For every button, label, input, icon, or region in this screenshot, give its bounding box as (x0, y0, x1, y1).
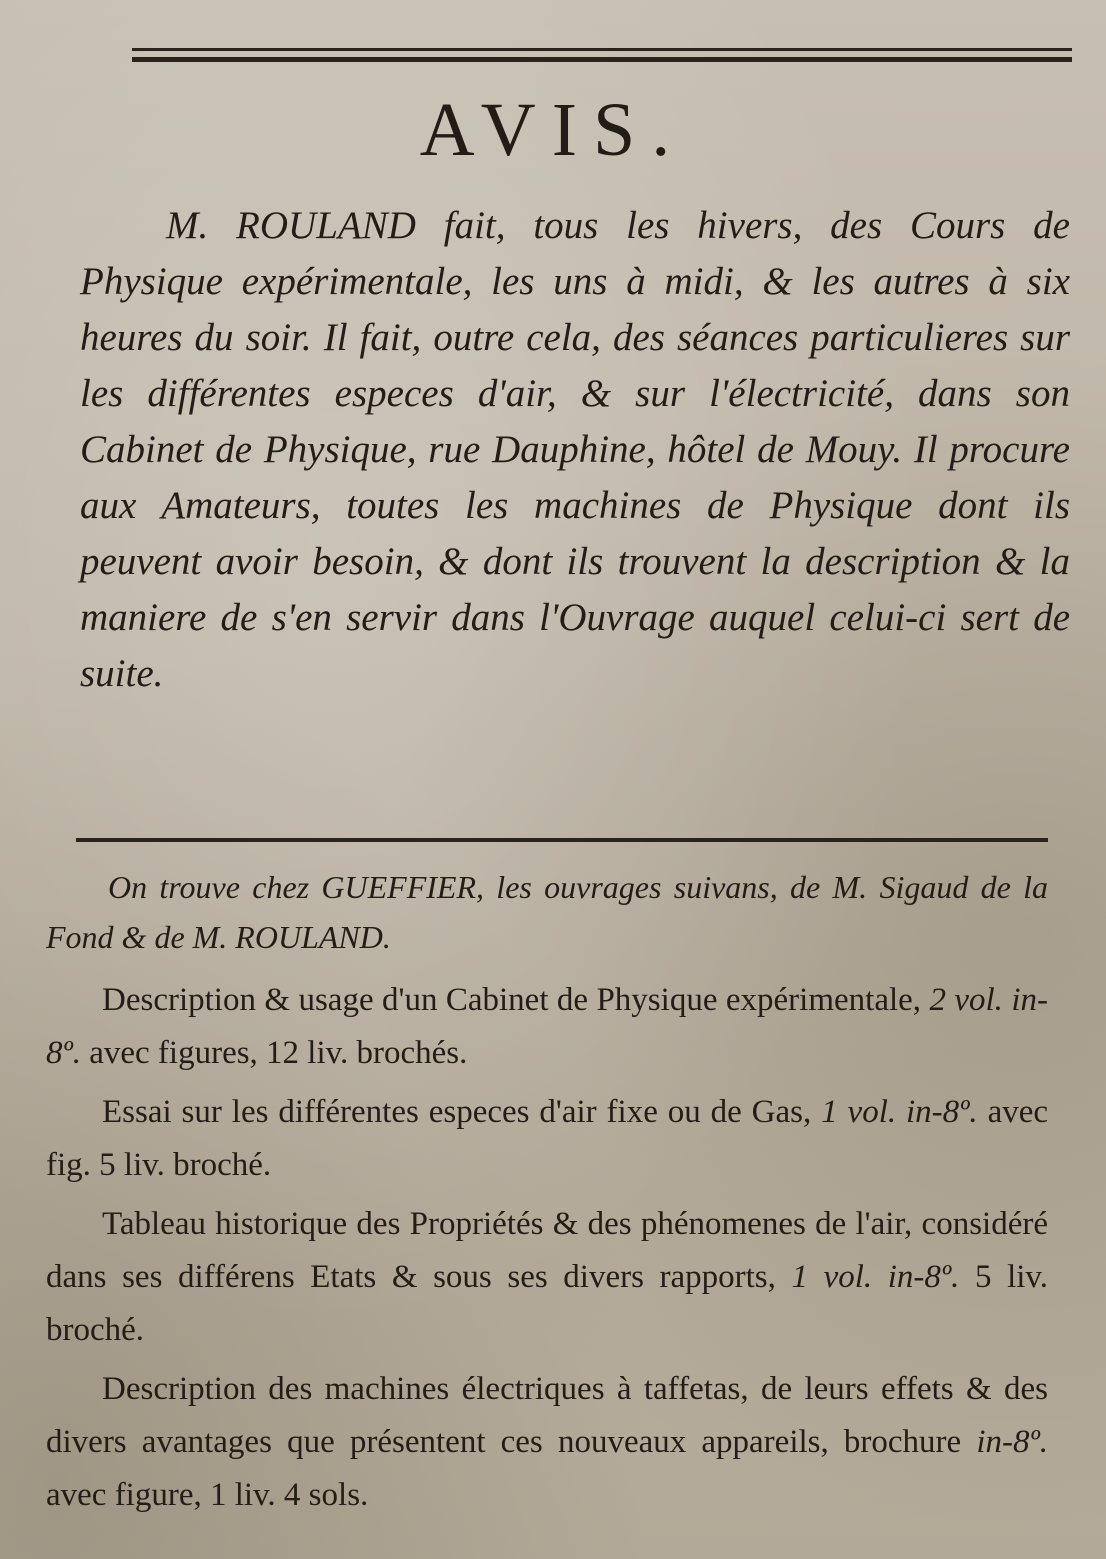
avis-body-text: fait, tous les hivers, des Cours de Physique expérimentale, les uns à midi, & les autres à six heures du soir. Il fait, outre cela, des séances particulieres sur les différentes especes d'air, & sur l'électricité, dans son Cabinet de Physique, rue Dauphine, hôtel de Mouy. Il procure aux Amateurs, toutes les machines de Physique dont ils peuvent avoir besoin, & dont ils trouvent la description & la maniere de s'en servir dans l'Ouvrage auquel celui-ci sert de suite. (80, 204, 1070, 695)
book-details: avec figures, 12 liv. brochés. (89, 1035, 468, 1071)
book-details: avec figure, 1 liv. 4 sols. (46, 1477, 369, 1513)
avis-author-name: M. ROULAND (166, 204, 416, 247)
top-rule-thin-line (132, 48, 1072, 51)
top-rule-thick-line (132, 57, 1072, 62)
book-title: Essai sur les différentes especes d'air fixe ou de Gas, (102, 1094, 812, 1130)
page-title: AVIS. (419, 88, 687, 172)
book-volumes: in-8º. (976, 1424, 1048, 1460)
top-double-rule (132, 46, 1072, 64)
book-title: Tableau historique des Propriétés & des phénomenes de l'air, considéré dans ses différens Etats & sous ses divers rapports, (46, 1206, 1048, 1295)
book-volumes: 1 vol. in-8º. (791, 1259, 960, 1295)
book-list-intro (46, 862, 1048, 962)
intro-text-middle: , les ouvrages suivans, de M. Sigaud de la Fond & de (46, 869, 1049, 955)
publisher-name: GUEFFIER (321, 869, 477, 905)
author-name: M. ROULAND. (192, 919, 391, 955)
book-entry (46, 1086, 1048, 1192)
book-details: 5 liv. broché. (46, 1259, 1049, 1348)
book-details: avec fig. 5 liv. broché. (46, 1094, 1049, 1183)
book-list-section (46, 862, 1048, 1528)
book-entry (46, 1363, 1048, 1522)
intro-text-start: On trouve chez (108, 869, 310, 905)
avis-paragraph (80, 198, 1070, 702)
book-volumes: 2 vol. in-8º. (46, 982, 1048, 1071)
book-title: Description & usage d'un Cabinet de Physique expérimentale, (102, 982, 922, 1018)
section-divider-rule (76, 838, 1048, 842)
book-entry (46, 1198, 1048, 1357)
book-volumes: 1 vol. in-8º. (821, 1094, 978, 1130)
book-entry (46, 974, 1048, 1080)
book-title: Description des machines électriques à taffetas, de leurs effets & des divers avantages que présentent ces nouveaux appareils, brochure (46, 1371, 1048, 1460)
